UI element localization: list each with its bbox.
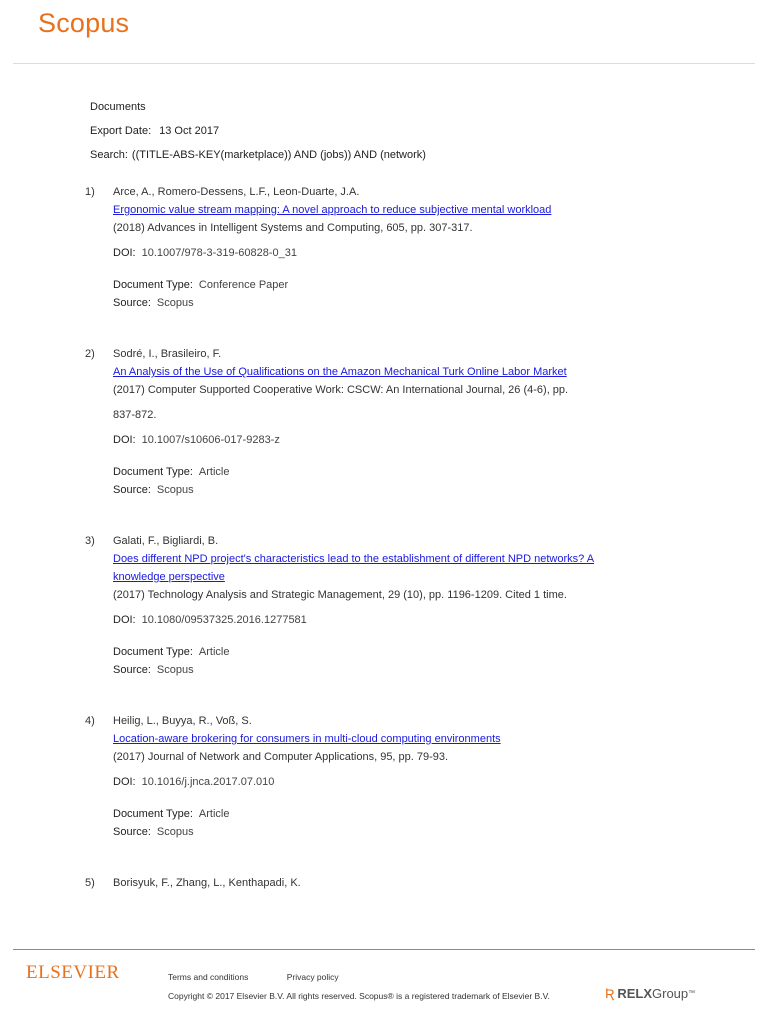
entry-doi: 10.1080/09537325.2016.1277581: [141, 614, 307, 626]
entry-number: 1): [85, 186, 95, 198]
entry-document-type: Article: [198, 646, 230, 658]
entry-authors: Heilig, L., Buyya, R., Voß, S.: [113, 715, 252, 727]
entry-source: Scopus: [156, 826, 194, 838]
relx-trademark: ™: [688, 989, 696, 997]
export-date-label: Export Date:: [90, 125, 152, 137]
scopus-logo[interactable]: Scopus: [38, 8, 130, 38]
doi-label: DOI:: [113, 776, 136, 788]
entry-source: Scopus: [156, 484, 194, 496]
entry-title-link[interactable]: Does different NPD project's characteristics lead to the establishment of different NPD networks? A: [113, 553, 595, 565]
entry-citation: (2018) Advances in Intelligent Systems and Computing, 605, pp. 307-317.: [113, 222, 473, 234]
entry-document-type: Conference Paper: [198, 279, 289, 291]
document-type-label: Document Type:: [113, 279, 193, 291]
export-date-value: 13 Oct 2017: [159, 125, 220, 137]
entry-citation: (2017) Computer Supported Cooperative Work: CSCW: An International Journal, 26 (4-6), pp.: [113, 384, 569, 396]
source-label: Source:: [113, 826, 151, 838]
entry-authors: Galati, F., Bigliardi, B.: [113, 535, 219, 547]
search-query-row: [90, 148, 426, 166]
entry-doi: 10.1016/j.jnca.2017.07.010: [141, 776, 275, 788]
document-type-label: Document Type:: [113, 466, 193, 478]
document-type-label: Document Type:: [113, 808, 193, 820]
export-date-row: [90, 124, 426, 148]
footer-divider: [13, 949, 755, 950]
entry-authors: Sodré, I., Brasileiro, F.: [113, 348, 222, 360]
footer-links: [168, 972, 375, 982]
entry-title-link[interactable]: Ergonomic value stream mapping: A novel approach to reduce subjective mental workload: [113, 204, 552, 216]
entry-number: 5): [85, 877, 95, 889]
entry-citation: (2017) Journal of Network and Computer Applications, 95, pp. 79-93.: [113, 751, 449, 763]
entry-title-link[interactable]: Location-aware brokering for consumers in multi-cloud computing environments: [113, 733, 501, 745]
relx-group-logo[interactable]: [605, 985, 695, 1001]
doi-label: DOI:: [113, 434, 136, 446]
entry-doi: 10.1007/s10606-017-9283-z: [141, 434, 280, 446]
copyright-text: Copyright © 2017 Elsevier B.V. All rights reserved. Scopus® is a registered trademark of Elsevier B.V.: [168, 991, 550, 1001]
entry-document-type: Article: [198, 808, 230, 820]
source-label: Source:: [113, 484, 151, 496]
relx-group-text: Group: [652, 985, 689, 1001]
elsevier-logo[interactable]: ELSEVIER: [26, 962, 120, 983]
relx-wordmark: RELX: [617, 985, 653, 1001]
entry-number: 2): [85, 348, 95, 360]
document-type-label: Document Type:: [113, 646, 193, 658]
documents-heading: Documents: [90, 101, 146, 113]
export-metadata: [90, 100, 426, 166]
entry-document-type: Article: [198, 466, 230, 478]
entry-title-link[interactable]: An Analysis of the Use of Qualifications on the Amazon Mechanical Turk Online Labor Market: [113, 366, 567, 378]
header-divider: [13, 63, 755, 64]
doi-label: DOI:: [113, 247, 136, 259]
entry-doi: 10.1007/978-3-319-60828-0_31: [141, 247, 297, 259]
entry-source: Scopus: [156, 297, 194, 309]
entry-citation-continued: 837-872.: [113, 409, 157, 421]
entry-source: Scopus: [156, 664, 194, 676]
source-label: Source:: [113, 664, 151, 676]
search-query-value: ((TITLE-ABS-KEY(marketplace)) AND (jobs)) AND (network): [131, 149, 426, 161]
doi-label: DOI:: [113, 614, 136, 626]
entry-number: 3): [85, 535, 95, 547]
terms-link[interactable]: Terms and conditions: [168, 972, 249, 982]
entry-number: 4): [85, 715, 95, 727]
entry-title-link-continued[interactable]: knowledge perspective: [113, 571, 225, 583]
entry-authors: Arce, A., Romero-Dessens, L.F., Leon-Duarte, J.A.: [113, 186, 360, 198]
page-header: [0, 0, 768, 64]
source-label: Source:: [113, 297, 151, 309]
relx-mark-icon: Ʀ: [605, 985, 615, 1001]
entry-authors: Borisyuk, F., Zhang, L., Kenthapadi, K.: [113, 877, 301, 889]
privacy-link[interactable]: Privacy policy: [286, 972, 339, 982]
entry-citation: (2017) Technology Analysis and Strategic Management, 29 (10), pp. 1196-1209. Cited 1 time.: [113, 589, 567, 601]
search-label: Search:: [90, 149, 128, 161]
